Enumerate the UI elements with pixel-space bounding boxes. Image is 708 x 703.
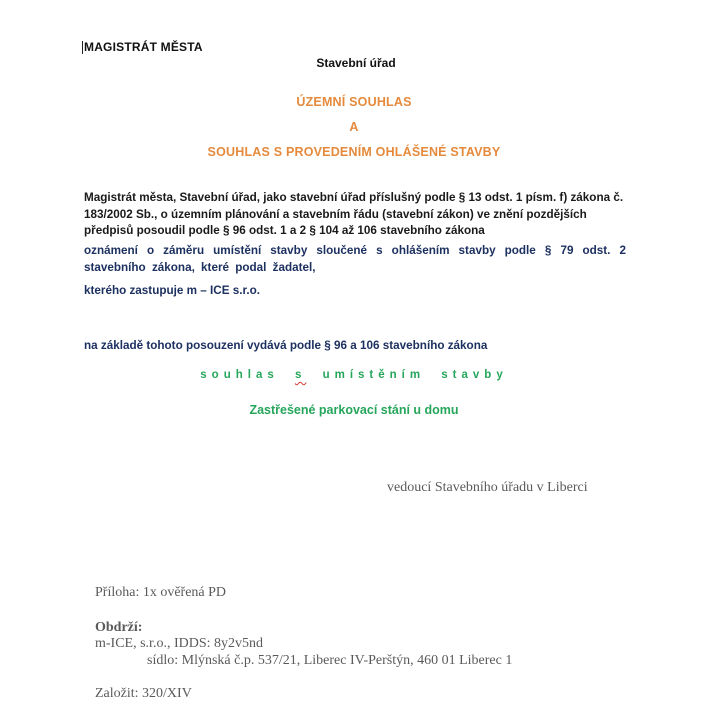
decision-word-building: stavby (441, 369, 508, 381)
decision-word-consent: souhlas (200, 369, 279, 381)
document-title-line-2: A (349, 120, 359, 134)
intro-paragraph: Magistrát města, Stavební úřad, jako stavební úřad příslušný podle § 13 odst. 1 písm. f) zákona č. 183/2002 Sb., o územním plánování a stavebním řádu (stavební zákon) ve znění pozdějších předpisů posoudil podle § 96 odst. 1 a 2 § 104 až 106 stavebního zákona (84, 191, 624, 237)
issuance-paragraph: na základě tohoto posouzení vydává podle § 96 a 106 stavebního zákona (84, 339, 488, 352)
decision-word-placement: umístěním (322, 369, 426, 381)
document-title-line-3: SOUHLAS S PROVEDENÍM OHLÁŠENÉ STAVBY (207, 145, 501, 159)
decision-word-with: s (294, 369, 307, 381)
office-name: MAGISTRÁT MĚSTA (84, 40, 203, 54)
notice-paragraph: oznámení o záměru umístění stavby sloučené s ohlášením stavby podle § 79 odst. 2 stavebního zákona, které podal žadatel, (84, 244, 626, 274)
document-title-line-1: ÚZEMNÍ SOUHLAS (296, 95, 412, 109)
attachment-note: Příloha: 1x ověřená PD (95, 585, 227, 600)
decision-subject: Zastřešené parkovací stání u domu (249, 403, 459, 417)
decision-statement (0, 369, 708, 381)
representative-paragraph: kterého zastupuje m – ICE s.r.o. (84, 284, 261, 297)
recipient-address: sídlo: Mlýnská č.p. 537/21, Liberec IV-Perštýn, 460 01 Liberec 1 (147, 653, 513, 668)
department-name: Stavební úřad (316, 56, 396, 70)
signature-line: vedoucí Stavebního úřadu v Liberci (387, 480, 588, 495)
recipient-name: m-ICE, s.r.o., IDDS: 8y2v5nd (95, 636, 263, 651)
recipients-heading: Obdrží: (95, 620, 143, 635)
filing-reference: Založit: 320/XIV (95, 686, 192, 701)
